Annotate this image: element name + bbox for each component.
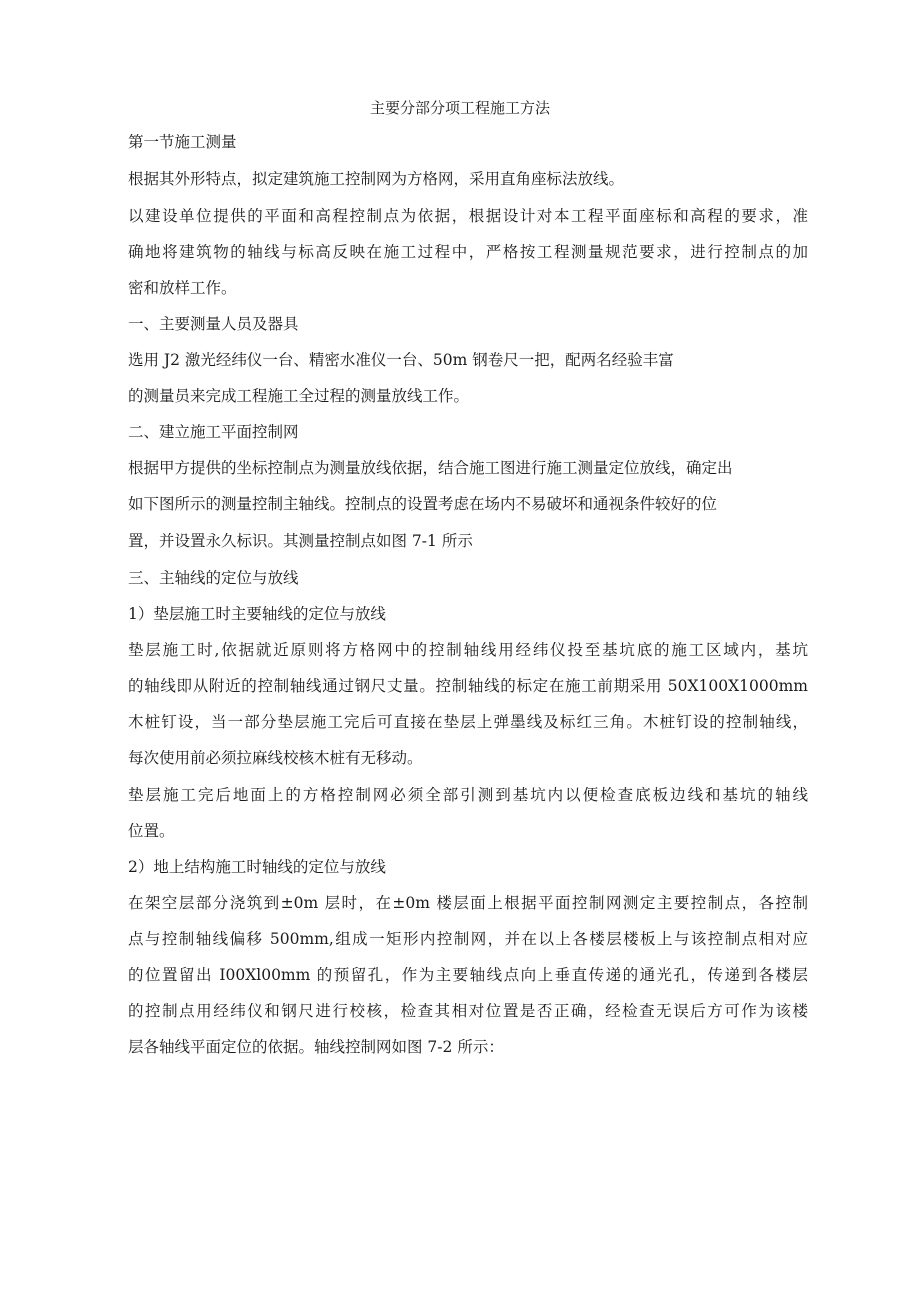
subsection-heading: 1）垫层施工时主要轴线的定位与放线 <box>128 605 386 623</box>
paragraph-line: 每次使用前必须拉麻线校核木桩有无移动。 <box>128 749 423 767</box>
paragraph-line: 位置。 <box>128 822 175 840</box>
paragraph-line: 的控制点用经纬仪和钢尺进行校核，检查其相对位置是否正确，经检查无误后方可作为该楼 <box>128 1002 808 1020</box>
section-heading: 第一节施工测量 <box>128 133 237 151</box>
paragraph-line: 选用 J2 激光经纬仪一台、精密水准仪一台、50m 钢卷尺一把，配两名经验丰富 <box>128 351 674 369</box>
paragraph-line: 根据其外形特点，拟定建筑施工控制网为方格网，采用直角座标法放线。 <box>128 170 625 188</box>
paragraph-line: 置，并设置永久标识。其测量控制点如图 7-1 所示 <box>128 532 473 550</box>
document-title: 主要分部分项工程施工方法 <box>369 99 550 117</box>
paragraph-line: 层各轴线平面定位的依据。轴线控制网如图 7-2 所示： <box>128 1038 504 1056</box>
paragraph-line: 的轴线即从附近的控制轴线通过钢尺丈量。控制轴线的标定在施工前期采用 50X100X1000mm <box>128 677 808 695</box>
paragraph-line: 以建设单位提供的平面和高程控制点为依据，根据设计对本工程平面座标和高程的要求，准 <box>128 207 808 225</box>
paragraph-line: 密和放样工作。 <box>128 279 237 297</box>
paragraph-line: 在架空层部分浇筑到±0m 层时，在±0m 楼层面上根据平面控制网测定主要控制点，各控制 <box>128 894 808 912</box>
paragraph-line: 垫层施工时,依据就近原则将方格网中的控制轴线用经纬仪投至基坑底的施工区域内，基坑 <box>128 641 808 659</box>
subsection-heading: 一、主要测量人员及器具 <box>128 315 299 333</box>
paragraph-line: 的位置留出 I00Xl00mm 的预留孔，作为主要轴线点向上垂直传递的通光孔，传递到各楼层 <box>128 966 808 984</box>
subsection-heading: 二、建立施工平面控制网 <box>128 423 299 441</box>
paragraph-line: 木桩钉设，当一部分垫层施工完后可直接在垫层上弹墨线及标红三角。木桩钉设的控制轴线， <box>128 713 808 731</box>
paragraph-line: 点与控制轴线偏移 500mm,组成一矩形内控制网，并在以上各楼层楼板上与该控制点相对应 <box>128 930 808 948</box>
paragraph-line: 确地将建筑物的轴线与标高反映在施工过程中，严格按工程测量规范要求，进行控制点的加 <box>128 243 808 261</box>
subsection-heading: 三、主轴线的定位与放线 <box>128 569 299 587</box>
paragraph-line: 垫层施工完后地面上的方格控制网必须全部引测到基坑内以便检查底板边线和基坑的轴线 <box>128 786 808 804</box>
paragraph-line: 如下图所示的测量控制主轴线。控制点的设置考虑在场内不易破坏和通视条件较好的位 <box>128 495 718 513</box>
paragraph-line: 的测量员来完成工程施工全过程的测量放线工作。 <box>128 387 470 405</box>
subsection-heading: 2）地上结构施工时轴线的定位与放线 <box>128 858 386 876</box>
paragraph-line: 根据甲方提供的坐标控制点为测量放线依据，结合施工图进行施工测量定位放线，确定出 <box>128 459 733 477</box>
